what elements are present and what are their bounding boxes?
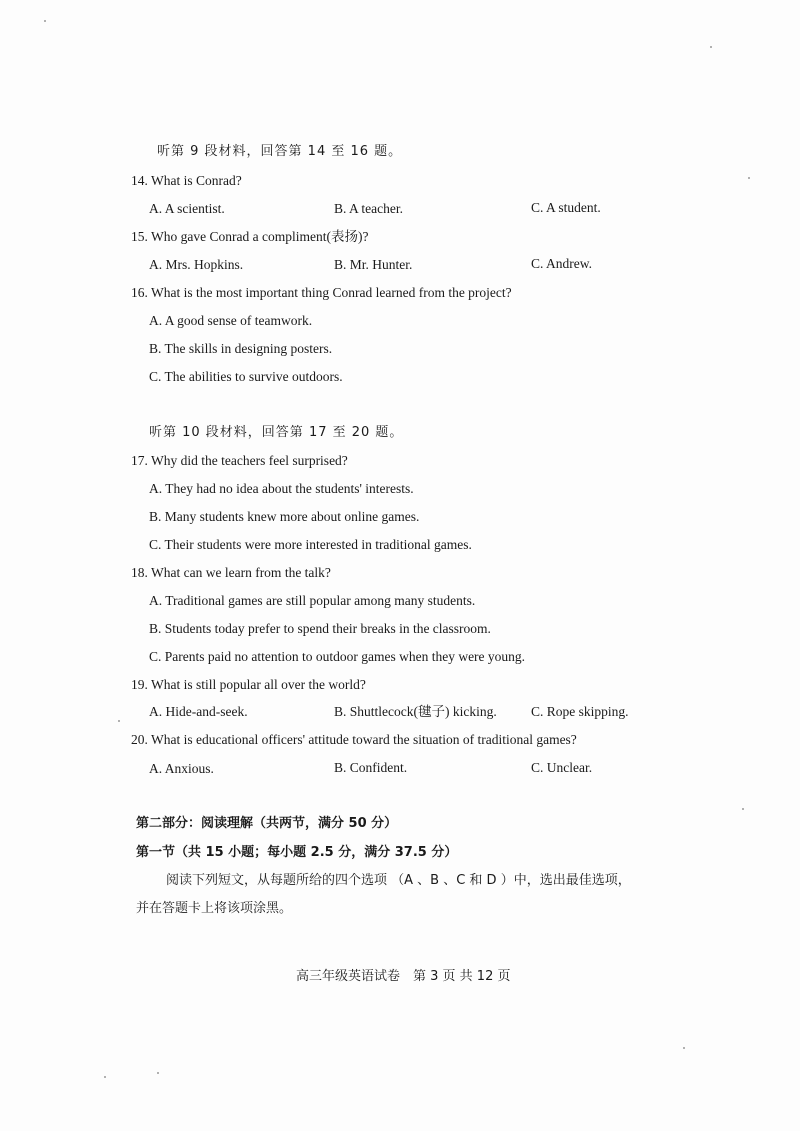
- q18-option-a: A. Traditional games are still popular among many students.: [149, 593, 476, 608]
- part2-instruction-line2: 并在答题卡上将该项涂黑。: [136, 901, 293, 916]
- scan-speck: [742, 808, 744, 810]
- q17-option-a: A. They had no idea about the students' interests.: [149, 481, 414, 496]
- q15-option-c: C. Andrew.: [531, 256, 592, 271]
- scan-speck: [104, 1076, 106, 1078]
- q14-option-a: A. A scientist.: [149, 201, 225, 216]
- q17-option-b: B. Many students knew more about online games.: [149, 509, 420, 524]
- q16-option-c: C. The abilities to survive outdoors.: [149, 369, 343, 384]
- scan-speck: [118, 720, 120, 722]
- scan-speck: [710, 46, 712, 48]
- question-15: 15. Who gave Conrad a compliment(表扬)?: [131, 229, 369, 244]
- section-header-listen-9: 听第 9 段材料，回答第 14 至 16 题。: [157, 144, 403, 159]
- q19-option-a: A. Hide-and-seek.: [149, 704, 248, 719]
- scan-speck: [44, 20, 46, 22]
- page-footer: 高三年级英语试卷 第 3 页 共 12 页: [296, 969, 511, 984]
- q14-option-c: C. A student.: [531, 200, 601, 215]
- section-header-listen-10: 听第 10 段材料，回答第 17 至 20 题。: [149, 425, 404, 440]
- part2-instruction-line1: 阅读下列短文，从每题所给的四个选项 （A 、B 、C 和 D ）中，选出最佳选项，: [166, 873, 631, 888]
- scan-speck: [683, 1047, 685, 1049]
- question-20: 20. What is educational officers' attitude toward the situation of traditional games?: [131, 732, 577, 747]
- q20-option-b: B. Confident.: [334, 760, 408, 775]
- q16-option-a: A. A good sense of teamwork.: [149, 313, 313, 328]
- question-16: 16. What is the most important thing Conrad learned from the project?: [131, 285, 512, 300]
- q20-option-c: C. Unclear.: [531, 760, 593, 775]
- q18-option-c: C. Parents paid no attention to outdoor games when they were young.: [149, 649, 526, 664]
- q15-option-b: B. Mr. Hunter.: [334, 257, 413, 272]
- q14-option-b: B. A teacher.: [334, 201, 403, 216]
- q19-option-c: C. Rope skipping.: [531, 704, 629, 719]
- question-18: 18. What can we learn from the talk?: [131, 565, 331, 580]
- q16-option-b: B. The skills in designing posters.: [149, 341, 333, 356]
- q19-option-b: B. Shuttlecock(毽子) kicking.: [334, 704, 497, 719]
- q20-option-a: A. Anxious.: [149, 761, 214, 776]
- part2-title: 第二部分：阅读理解（共两节，满分 50 分）: [136, 816, 398, 831]
- scan-speck: [748, 177, 750, 179]
- question-14: 14. What is Conrad?: [131, 173, 242, 188]
- part2-section1-title: 第一节（共 15 小题；每小题 2.5 分，满分 37.5 分）: [136, 845, 458, 860]
- scan-speck: [157, 1072, 159, 1074]
- question-19: 19. What is still popular all over the world?: [131, 677, 366, 692]
- q17-option-c: C. Their students were more interested in traditional games.: [149, 537, 472, 552]
- q18-option-b: B. Students today prefer to spend their breaks in the classroom.: [149, 621, 491, 636]
- q15-option-a: A. Mrs. Hopkins.: [149, 257, 244, 272]
- question-17: 17. Why did the teachers feel surprised?: [131, 453, 348, 468]
